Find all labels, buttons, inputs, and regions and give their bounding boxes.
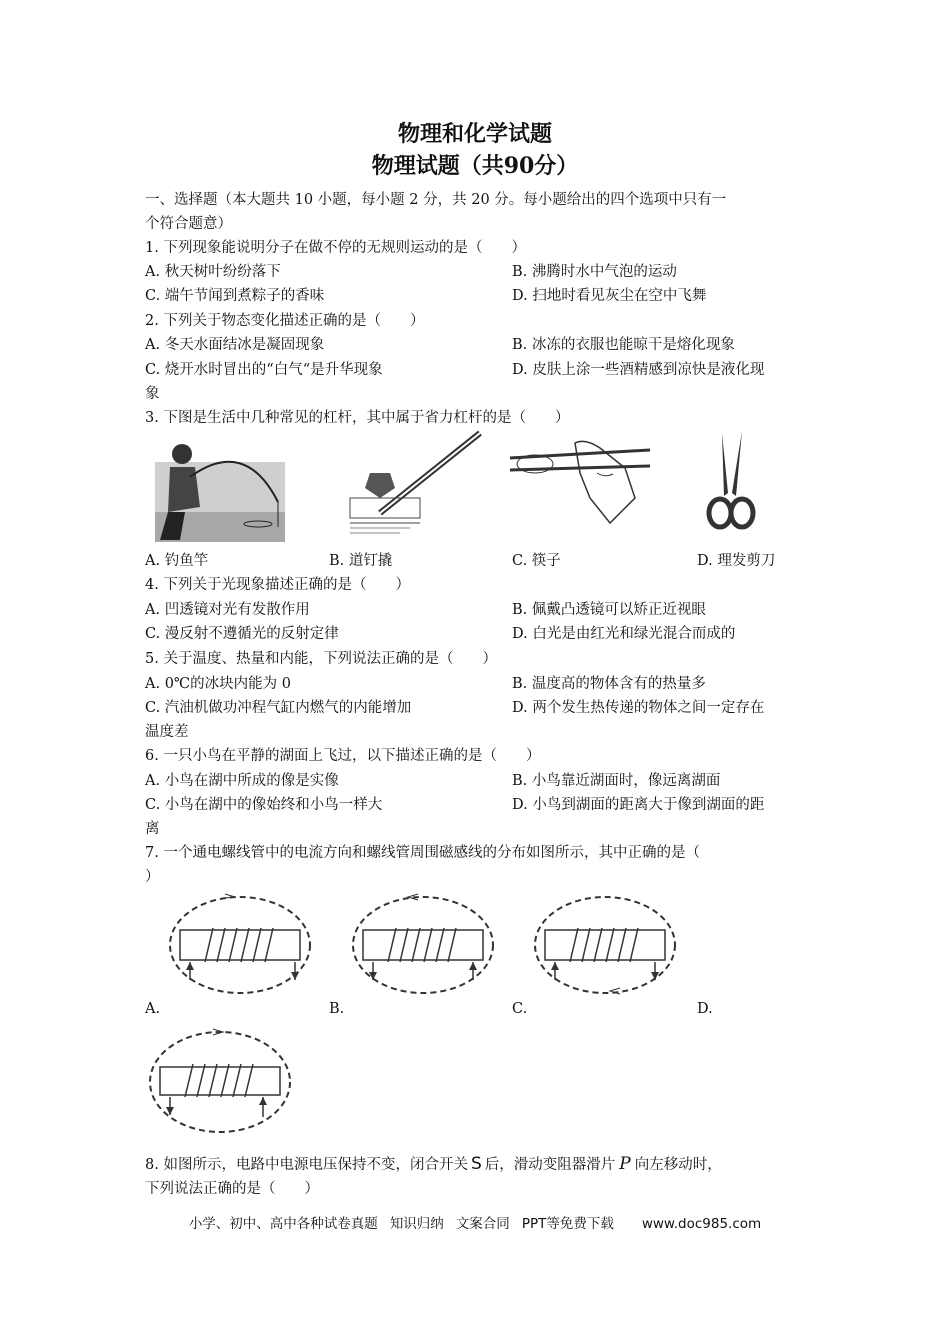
q3-option-c: C. 筷子 [512, 553, 561, 569]
page-footer [0, 1212, 950, 1232]
q5-option-c: C. 汽油机做功冲程气缸内燃气的内能增加 [145, 700, 412, 716]
q7-option-b: B. [329, 1001, 345, 1017]
chopsticks-figure [505, 438, 655, 528]
q4-stem: 4. 下列关于光现象描述正确的是（ ） [145, 577, 410, 593]
q7-option-c: C. [512, 1001, 528, 1017]
q4-option-c: C. 漫反射不遵循光的反射定律 [145, 626, 339, 642]
q5-stem: 5. 关于温度、热量和内能，下列说法正确的是（ ） [145, 651, 497, 667]
section-instructions-line2: 个符合题意） [145, 216, 232, 232]
switch-symbol: S [470, 1154, 482, 1174]
q4-option-b: B. 佩戴凸透镜可以矫正近视眼 [512, 602, 706, 618]
q1-stem: 1. 下列现象能说明分子在做不停的无规则运动的是（ ） [145, 240, 526, 256]
solenoid-figure-b [348, 890, 498, 1000]
track-crowbar-figure [340, 428, 490, 538]
q2-option-b: B. 冰冻的衣服也能晾干是熔化现象 [512, 337, 735, 353]
q2-option-c: C. 烧开水时冒出的“白气“是升华现象 [145, 362, 383, 378]
solenoid-figure-a [165, 890, 315, 1000]
section-instructions-line1: 一、选择题（本大题共 10 小题，每小题 2 分，共 20 分。每小题给出的四个选项中只有一 [145, 192, 727, 208]
q6-option-d: D. 小鸟到湖面的距离大于像到湖面的距 [512, 797, 765, 813]
q8-stem-pre: 8. 如图所示，电路中电源电压保持不变，闭合开关 [145, 1157, 468, 1173]
slider-symbol: P [619, 1154, 631, 1174]
q7-stem-cont: ） [145, 869, 160, 885]
q1-option-b: B. 沸腾时水中气泡的运动 [512, 264, 677, 280]
q3-option-d: D. 理发剪刀 [697, 553, 776, 569]
q1-option-d: D. 扫地时看见灰尘在空中飞舞 [512, 288, 707, 304]
q3-option-b: B. 道钉撬 [329, 553, 393, 569]
q6-option-c: C. 小鸟在湖中的像始终和小鸟一样大 [145, 797, 383, 813]
q6-stem: 6. 一只小鸟在平静的湖面上飞过，以下描述正确的是（ ） [145, 748, 541, 764]
q5-option-d-cont: 温度差 [145, 724, 189, 740]
q8-stem-post: 向左移动时， [634, 1157, 722, 1173]
q6-option-a: A. 小鸟在湖中所成的像是实像 [145, 773, 339, 789]
q5-option-a: A. 0℃的冰块内能为 0 [145, 676, 291, 692]
q4-option-a: A. 凹透镜对光有发散作用 [145, 602, 310, 618]
q7-stem: 7. 一个通电螺线管中的电流方向和螺线管周围磁感线的分布如图所示，其中正确的是（ [145, 845, 700, 861]
page-title: 物理和化学试题 [397, 121, 552, 147]
q2-stem: 2. 下列关于物态变化描述正确的是（ ） [145, 313, 425, 329]
q1-option-c: C. 端午节闻到煮粽子的香味 [145, 288, 325, 304]
solenoid-figure-d [145, 1022, 295, 1142]
footer-item: 文案合同 [455, 1216, 510, 1232]
q7-option-d: D. [697, 1001, 713, 1017]
q6-option-d-cont: 离 [145, 821, 160, 837]
q5-option-b: B. 温度高的物体含有的热量多 [512, 676, 706, 692]
q2-option-d: D. 皮肤上涂一些酒精感到凉快是液化现 [512, 362, 765, 378]
q6-option-b: B. 小鸟靠近湖面时，像远离湖面 [512, 773, 721, 789]
q4-option-d: D. 白光是由红光和绿光混合而成的 [512, 626, 736, 642]
q8-stem-cont: 下列说法正确的是（ ） [145, 1181, 319, 1197]
q3-option-a: A. 钓鱼竿 [145, 553, 209, 569]
q1-option-a: A. 秋天树叶纷纷落下 [145, 264, 281, 280]
q5-option-d: D. 两个发生热传递的物体之间一定存在 [512, 700, 765, 716]
fishing-rod-figure [150, 432, 290, 544]
q8-stem [145, 1154, 722, 1175]
footer-item: 知识归纳 [389, 1216, 444, 1232]
q3-stem: 3. 下图是生活中几种常见的杠杆，其中属于省力杠杆的是（ ） [145, 410, 570, 426]
q2-option-a: A. 冬天水面结冰是凝固现象 [145, 337, 325, 353]
footer-item: PPT等免费下载 [521, 1216, 614, 1232]
q2-option-d-cont: 象 [145, 386, 160, 402]
q7-option-a: A. [145, 1001, 161, 1017]
q8-stem-mid: 后，滑动变阻器滑片 [484, 1157, 616, 1173]
footer-site-link[interactable]: www.doc985.com [641, 1216, 762, 1232]
page-subtitle: 物理试题（共90分） [371, 153, 579, 179]
solenoid-figure-c [530, 890, 680, 1000]
footer-item: 小学、初中、高中各种试卷真题 [188, 1216, 378, 1232]
scissors-figure [700, 428, 760, 538]
